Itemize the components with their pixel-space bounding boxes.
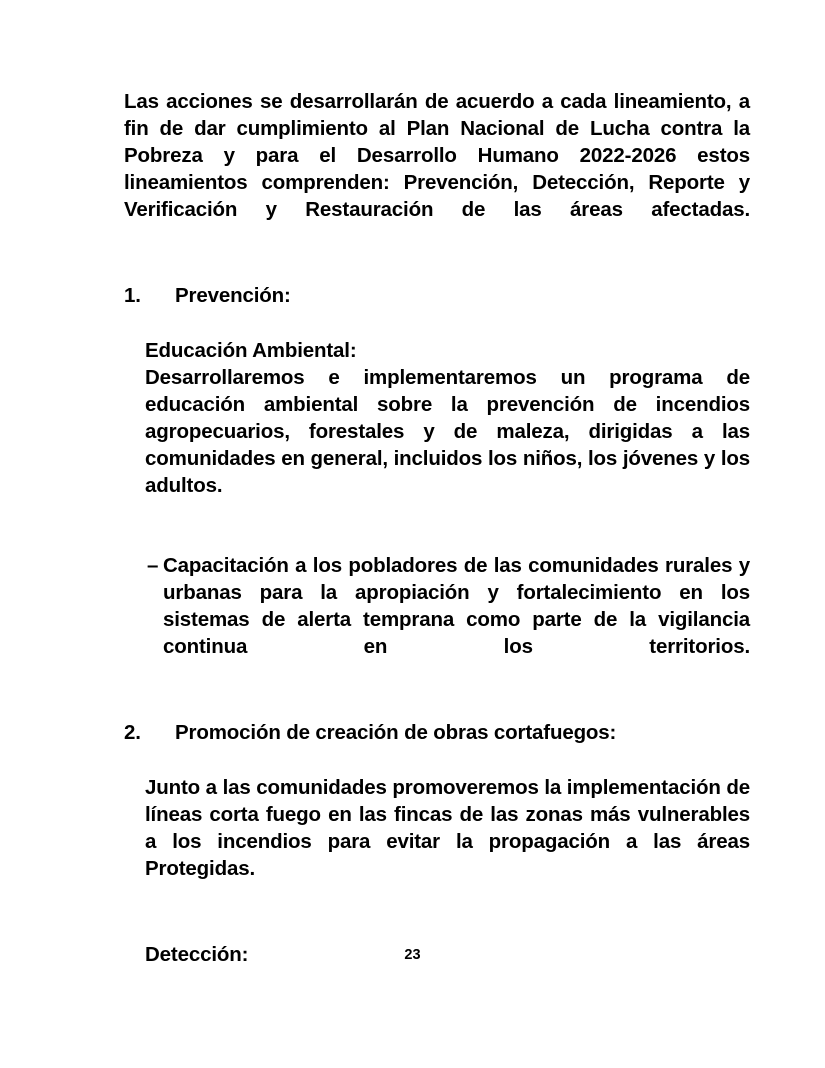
dash-bullet-icon: –: [147, 554, 159, 577]
spacer: [124, 526, 750, 552]
numbered-item-1-title: Prevención:: [175, 284, 291, 307]
paragraph-obras-cortafuegos: Junto a las comunidades promoveremos la implementación de líneas corta fuego en las fincas de las zonas más vulnerables a los incendios para evitar la propagación a las áreas Protegidas.: [145, 776, 750, 880]
heading-deteccion: Detección:: [145, 943, 249, 966]
numbered-item-1-marker: 1.: [124, 284, 141, 307]
section-obras-cortafuegos: [145, 774, 750, 909]
spacer: [124, 909, 750, 941]
bullet-item-capacitacion: [147, 552, 750, 687]
paragraph-educacion-ambiental: Desarrollaremos e implementaremos un programa de educación ambiental sobre la prevención de incendios agropecuarios, forestales y de maleza, dirigidas a las comunidades en general, incluidos los niños, los jóvenes y los adultos.: [145, 366, 750, 497]
spacer: [124, 250, 750, 282]
page-number: 23: [404, 947, 421, 963]
section-educacion-ambiental: [145, 337, 750, 526]
numbered-item-2-title: Promoción de creación de obras cortafuegos:: [175, 721, 617, 744]
subheading-educacion-ambiental: Educación Ambiental:: [145, 339, 357, 362]
numbered-item-2-marker: 2.: [124, 721, 141, 744]
spacer: [124, 309, 750, 337]
numbered-item-1: [124, 282, 750, 309]
spacer: [124, 746, 750, 774]
spacer: [124, 687, 750, 719]
numbered-item-2: [124, 719, 750, 746]
bullet-item-capacitacion-text: Capacitación a los pobladores de las comunidades rurales y urbanas para la apropiación y fortalecimiento en los sistemas de alerta temprana como parte de la vigilancia continua en los territorios.: [163, 554, 750, 658]
document-content: [124, 88, 750, 968]
intro-paragraph: Las acciones se desarrollarán de acuerdo a cada lineamiento, a fin de dar cumplimiento al Plan Nacional de Lucha contra la Pobreza y para el Desarrollo Humano 2022-2026 estos lineamientos comprenden: Prevención, Detección, Reporte y Verificación y Restauración de las áreas afectadas.: [124, 90, 750, 221]
